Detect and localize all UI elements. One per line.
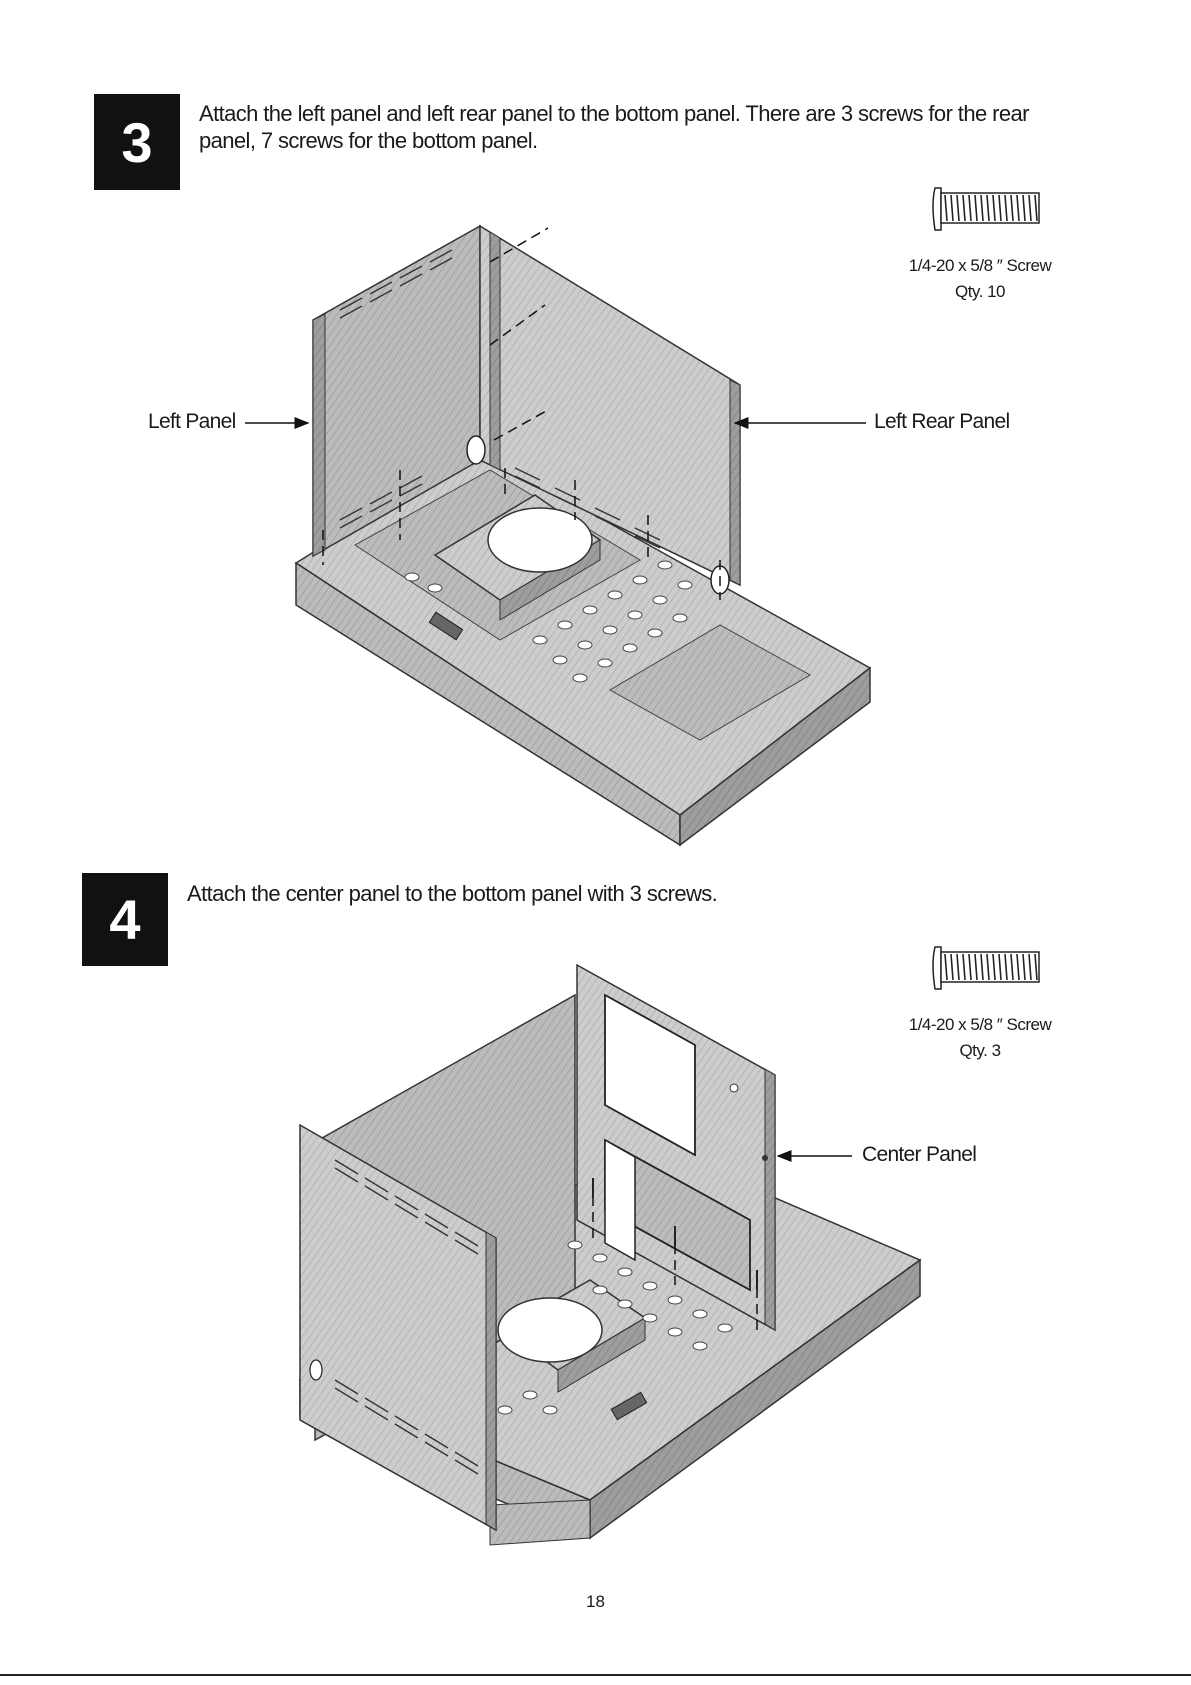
center-panel-label: Center Panel bbox=[862, 1143, 977, 1166]
step-4-badge: 4 bbox=[82, 873, 168, 966]
step-3-instruction: Attach the left panel and left rear panel to the bottom panel. There are 3 screws for the rear panel, 7 screws for the bottom panel. bbox=[199, 101, 1029, 153]
step-3-screw-qty: Qty. 10 bbox=[954, 282, 1006, 301]
step-4-screw-qty: Qty. 3 bbox=[959, 1041, 1001, 1060]
screw-icon bbox=[933, 947, 1039, 989]
page-number: 18 bbox=[586, 1592, 605, 1611]
left-panel-label: Left Panel bbox=[148, 410, 236, 433]
step-3-screw-spec: 1/4-20 x 5/8 ″ Screw bbox=[908, 256, 1052, 275]
step-4-screw-spec: 1/4-20 x 5/8 ″ Screw bbox=[908, 1015, 1052, 1034]
screw-icon bbox=[933, 188, 1039, 230]
step-4-illustration bbox=[300, 965, 920, 1545]
left-rear-panel-label: Left Rear Panel bbox=[874, 410, 1010, 433]
step-3-badge: 3 bbox=[94, 94, 180, 190]
step-4-instruction: Attach the center panel to the bottom panel with 3 screws. bbox=[187, 881, 718, 906]
step-3-illustration bbox=[245, 226, 870, 845]
